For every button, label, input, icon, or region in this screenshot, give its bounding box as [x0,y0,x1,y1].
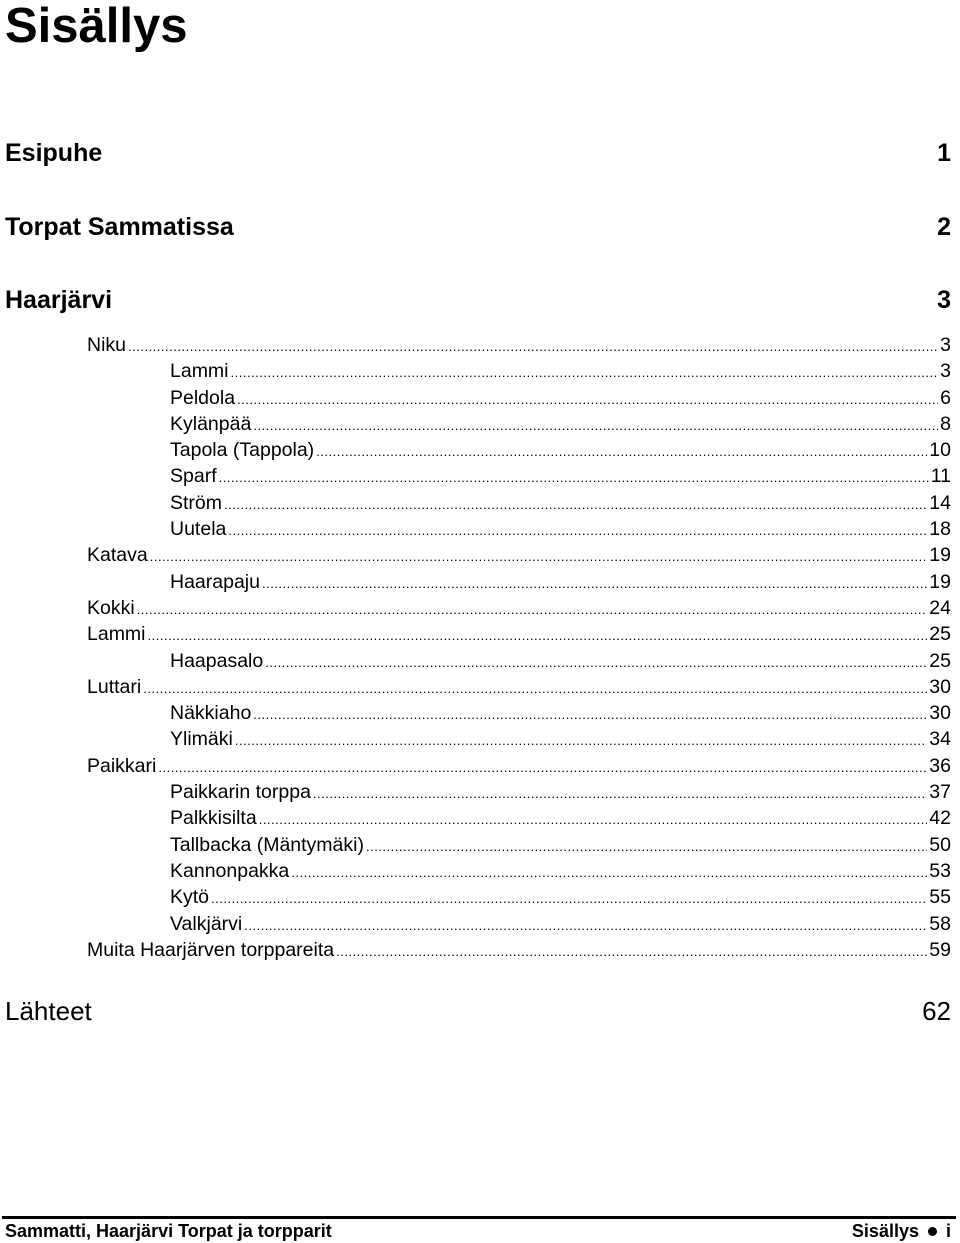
toc-entry-label: Kylänpää [170,412,252,435]
toc-entry-page-number: 53 [929,859,951,882]
toc-entry-label: Ström [170,491,223,514]
toc-entry[interactable] [0,516,951,542]
dot-leader [253,413,938,439]
dot-leader [336,939,927,965]
toc-entry[interactable] [0,911,951,937]
toc-entry[interactable] [0,832,951,858]
toc-entry-page-number: 34 [929,728,951,751]
dot-leader [228,518,927,544]
toc-entry[interactable] [0,595,951,621]
toc-entry[interactable] [0,805,951,831]
toc-entry[interactable] [0,648,951,674]
dot-leader [231,360,939,386]
toc-entry-page-number: 36 [929,754,951,777]
toc-entry-label: Muita Haarjärven torppareita [87,938,335,961]
toc-entry[interactable] [0,726,951,752]
dot-leader [262,571,927,597]
toc-entry[interactable] [0,753,951,779]
page-footer [5,1220,951,1242]
toc-entry-label: Paikkarin torppa [170,781,311,804]
toc-entry-label: Ylimäki [170,728,233,751]
toc-entry-label: Paikkari [87,754,157,777]
footer-section-name: Sisällys [851,1220,919,1241]
footer-divider [2,1216,956,1219]
toc-entry-page-number: 25 [929,623,951,646]
chapter-page-number: 3 [937,285,951,314]
dot-leader [143,676,927,702]
toc-entry-label: Katava [87,544,148,567]
dot-leader [237,387,938,413]
dot-leader [148,623,928,649]
footer-document-title: Sammatti, Haarjärvi Torpat ja torpparit [5,1220,332,1241]
toc-entry-label: Kytö [170,886,210,909]
toc-entry[interactable] [0,937,951,963]
dot-leader [366,834,927,860]
dot-leader [244,913,927,939]
toc-entry-label: Tapola (Tappola) [170,439,315,462]
toc-entry[interactable] [0,884,951,910]
toc-entry-page-number: 3 [940,360,951,383]
toc-chapter-esipuhe[interactable] [5,137,951,169]
toc-entry-label: Haarapaju [170,570,260,593]
chapter-page-number: 1 [937,138,951,167]
dot-leader [291,860,927,886]
dot-leader [137,597,928,623]
toc-entry-label: Lammi [87,623,146,646]
dot-leader [313,781,927,807]
toc-entry-page-number: 42 [929,807,951,830]
toc-entry-page-number: 25 [929,649,951,672]
toc-entry-label: Näkkiaho [170,702,252,725]
chapter-label: Torpat Sammatissa [5,212,234,241]
toc-entry-page-number: 6 [940,386,951,409]
dot-leader [150,544,928,570]
toc-entry[interactable] [0,858,951,884]
toc-entry-label: Luttari [87,675,142,698]
toc-entry[interactable] [0,385,951,411]
footer-page-info [852,1221,951,1242]
toc-entry-page-number: 30 [929,675,951,698]
toc-entry[interactable] [0,490,951,516]
toc-entry[interactable] [0,621,951,647]
dot-leader [265,650,927,676]
dot-leader [259,807,928,833]
toc-entry-page-number: 11 [930,465,951,488]
dot-leader [224,492,927,518]
toc-entry-page-number: 19 [929,544,951,567]
toc-chapter-torpat-sammatissa[interactable] [5,211,951,243]
toc-entry[interactable] [0,542,951,568]
chapter-label: Haarjärvi [5,285,113,314]
bullet-icon [928,1227,937,1236]
toc-entry[interactable] [0,411,951,437]
toc-entry-label: Kokki [87,596,135,619]
toc-entry-page-number: 18 [929,518,951,541]
chapter-page-number: 62 [922,995,951,1026]
toc-entry-page-number: 24 [929,596,951,619]
toc-entry-page-number: 58 [929,912,951,935]
toc-entry-label: Uutela [170,518,227,541]
toc-entry-page-number: 59 [929,938,951,961]
toc-entry-list [0,332,951,963]
dot-leader [316,439,927,465]
toc-entry-page-number: 14 [929,491,951,514]
toc-entry[interactable] [0,332,951,358]
toc-entry-page-number: 55 [929,886,951,909]
chapter-label: Lähteet [5,995,92,1026]
toc-entry[interactable] [0,674,951,700]
toc-entry-page-number: 10 [929,439,951,462]
dot-leader [158,755,927,781]
dot-leader [235,728,927,754]
toc-entry-label: Niku [87,334,127,356]
toc-chapter-lahteet[interactable] [5,995,951,1027]
toc-entry-page-number: 50 [929,833,951,856]
toc-entry-label: Lammi [170,360,229,383]
toc-entry-label: Tallbacka (Mäntymäki) [170,833,364,856]
chapter-label: Esipuhe [5,138,103,167]
toc-entry[interactable] [0,463,951,489]
toc-entry[interactable] [0,779,951,805]
toc-entry-label: Palkkisilta [170,807,257,830]
toc-entry[interactable] [0,569,951,595]
toc-entry[interactable] [0,437,951,463]
dot-leader [219,465,929,491]
dot-leader [253,702,927,728]
toc-entry-label: Haapasalo [170,649,264,672]
dot-leader [211,886,927,912]
footer-page-number: i [945,1220,951,1241]
toc-entry-page-number: 3 [940,334,951,356]
toc-chapter-haarjarvi[interactable] [5,284,951,316]
page-title: Sisällys [5,0,188,53]
chapter-page-number: 2 [937,212,951,241]
toc-entry-page-number: 19 [929,570,951,593]
toc-entry-page-number: 30 [929,702,951,725]
toc-entry-label: Peldola [170,386,236,409]
toc-entry-page-number: 8 [940,412,951,435]
dot-leader [128,334,938,360]
toc-entry-page-number: 37 [929,781,951,804]
toc-entry-label: Valkjärvi [170,912,243,935]
toc-entry-label: Sparf [170,465,217,488]
toc-entry-label: Kannonpakka [170,859,290,882]
toc-entry[interactable] [0,358,951,384]
toc-entry[interactable] [0,700,951,726]
